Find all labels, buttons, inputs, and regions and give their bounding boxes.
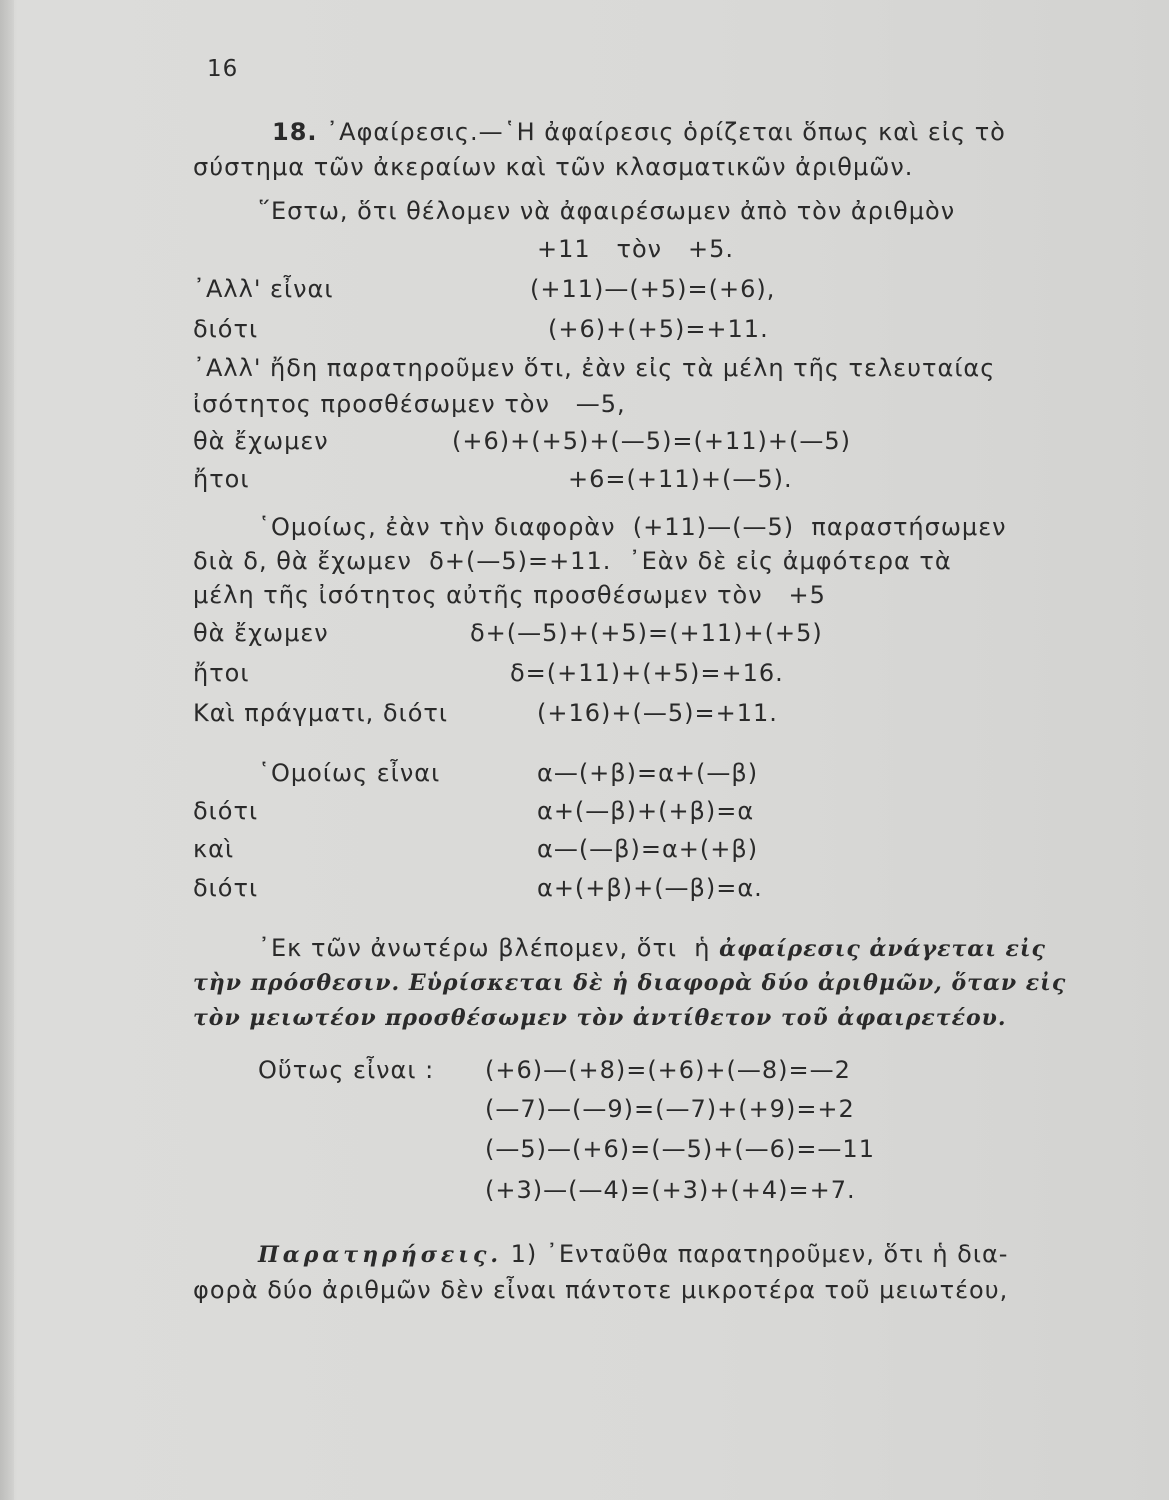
section-intro-line2: σύστημα τῶν ἀκεραίων καὶ τῶν κλασματικῶν ἀριθμῶν. <box>193 153 914 181</box>
paragraph-line: μέλη τῆς ἰσότητος αὐτῆς προσθέσωμεν τὸν +5 <box>193 581 826 609</box>
paragraph-line: διὰ δ, θὰ ἔχωμεν δ+(—5)=+11. ᾿Εὰν δὲ εἰς ἀμφότερα τὰ <box>193 547 952 575</box>
equation: α—(+β)=α+(—β) <box>537 759 759 787</box>
paragraph-line: ᾿Αλλ' ἤδη παρατηροῦμεν ὅτι, ἐὰν εἰς τὰ μέλη τῆς τελευταίας <box>193 354 996 382</box>
example-equation: (+3)—(—4)=(+3)+(+4)=+7. <box>485 1176 856 1204</box>
equation: +6=(+11)+(—5). <box>568 465 793 493</box>
paragraph-line: ῾Ομοίως, ἐὰν τὴν διαφορὰν (+11)—(—5) παραστήσωμεν <box>258 513 1007 541</box>
paragraph-line: ἰσότητος προσθέσωμεν τὸν —5, <box>193 390 626 418</box>
section-number: 18. <box>272 118 318 146</box>
remarks-line <box>258 1239 1008 1270</box>
equation: α—(—β)=α+(+β) <box>537 835 759 863</box>
equation: δ+(—5)+(+5)=(+11)+(+5) <box>470 619 823 647</box>
equation-label: διότι <box>193 874 259 902</box>
rule-line <box>258 933 1046 964</box>
equation-label: διότι <box>193 797 259 825</box>
equation: (+6)+(+5)=+11. <box>548 315 769 343</box>
equation-label: καὶ <box>193 835 235 863</box>
equation: (+11)—(+5)=(+6), <box>530 275 776 303</box>
remarks-line2: φορὰ δύο ἀριθμῶν δὲν εἶναι πάντοτε μικροτέρα τοῦ μειωτέου, <box>193 1276 1009 1304</box>
example-equation: (—5)—(+6)=(—5)+(—6)=—11 <box>485 1135 875 1163</box>
example-equation: (+6)—(+8)=(+6)+(—8)=—2 <box>485 1056 851 1084</box>
paragraph-line: +11 τὸν +5. <box>537 235 734 263</box>
equation-label: ῾Ομοίως εἶναι <box>258 759 441 787</box>
page-number: 16 <box>207 56 239 82</box>
equation: (+16)+(—5)=+11. <box>537 699 778 727</box>
equation-label: ἤτοι <box>193 659 250 687</box>
rule-plain-text: ᾿Εκ τῶν ἀνωτέρω βλέπομεν, ὅτι ἡ <box>258 934 720 962</box>
rule-emphasis: ἀφαίρεσις ἀνάγεται εἰς <box>719 936 1046 962</box>
equation-label: θὰ ἔχωμεν <box>193 427 329 455</box>
equation: α+(+β)+(—β)=α. <box>537 874 763 902</box>
remarks-text: 1) ᾿Ενταῦθα παρατηροῦμεν, ὅτι ἡ δια- <box>510 1240 1009 1268</box>
equation-label: διότι <box>193 315 259 343</box>
section-heading-line <box>272 117 1006 147</box>
equation-label: θὰ ἔχωμεν <box>193 619 329 647</box>
equation: (+6)+(+5)+(—5)=(+11)+(—5) <box>452 427 852 455</box>
equation: δ=(+11)+(+5)=+16. <box>510 659 784 687</box>
rule-emphasis-line: τὸν μειωτέον προσθέσωμεν τὸν ἀντίθετον τοῦ ἀφαιρετέου. <box>193 1005 1007 1031</box>
page-binding-edge <box>0 0 14 1500</box>
equation-label: ἤτοι <box>193 465 250 493</box>
equation-label: Καὶ πράγματι, διότι <box>193 699 448 727</box>
examples-label: Οὕτως εἶναι : <box>258 1056 435 1084</box>
example-equation: (—7)—(—9)=(—7)+(+9)=+2 <box>485 1095 855 1123</box>
remarks-heading: Παρατηρήσεις. <box>258 1242 502 1268</box>
paragraph-line: ῞Εστω, ὅτι θέλομεν νὰ ἀφαιρέσωμεν ἀπὸ τὸν ἀριθμὸν <box>258 197 956 225</box>
equation: α+(—β)+(+β)=α <box>537 797 755 825</box>
rule-emphasis-line: τὴν πρόσθεσιν. Εὑρίσκεται δὲ ἡ διαφορὰ δύο ἀριθμῶν, ὅταν εἰς <box>193 970 1067 996</box>
section-intro-line1: —῾Η ἀφαίρεσις ὁρίζεται ὅπως καὶ εἰς τὸ <box>478 118 1006 146</box>
section-title: ᾿Αφαίρεσις. <box>326 118 479 146</box>
equation-label: ᾿Αλλ' εἶναι <box>193 275 334 303</box>
